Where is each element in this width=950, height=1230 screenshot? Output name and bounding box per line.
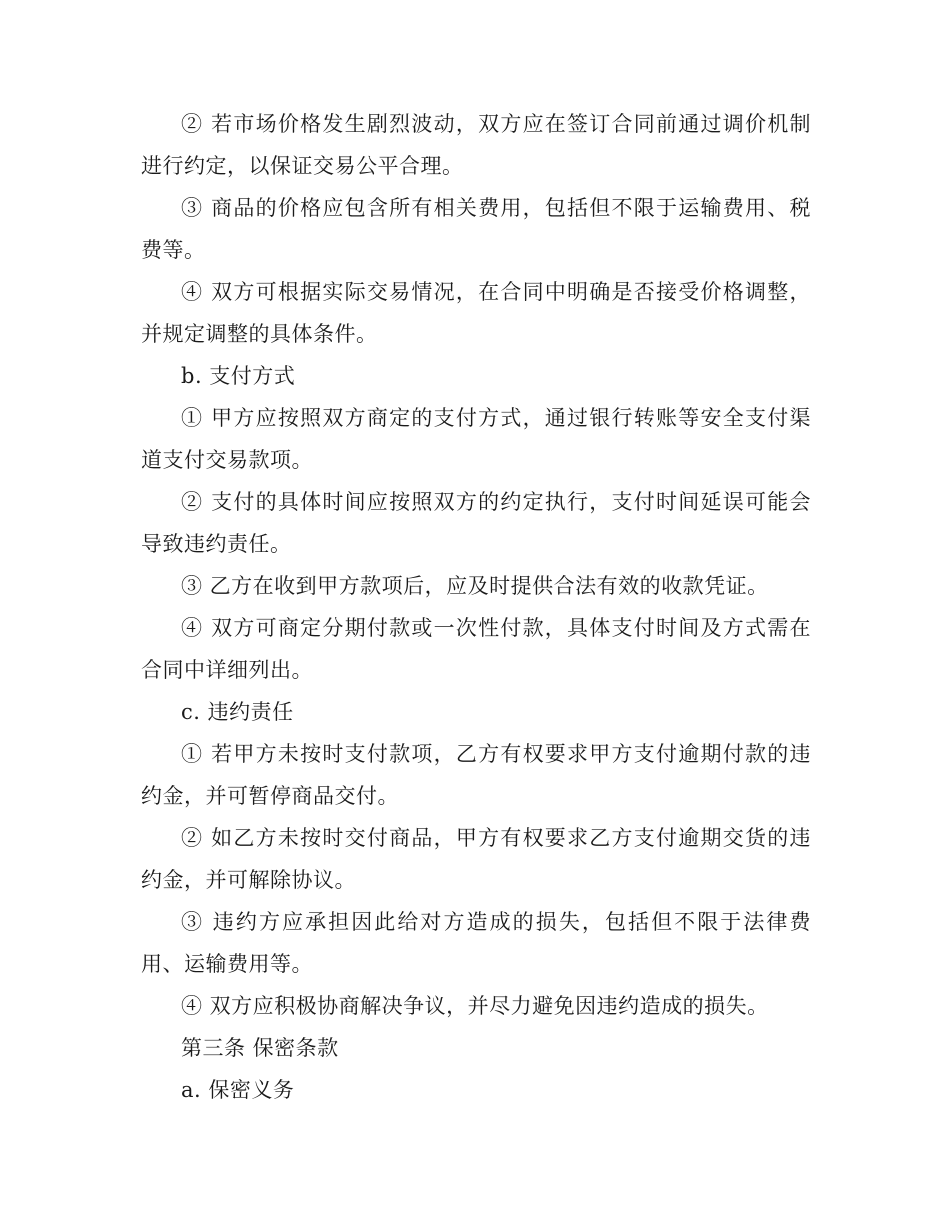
clause-breach-negotiation: ④ 双方应积极协商解决争议，并尽力避免因违约造成的损失。 xyxy=(181,994,769,1018)
clause-price-inclusive: ③ 商品的价格应包含所有相关费用，包括但不限于运输费用、税费等。 xyxy=(141,196,811,262)
clause-payment-method: ① 甲方应按照双方商定的支付方式，通过银行转账等安全支付渠道支付交易款项。 xyxy=(141,406,811,472)
clause-breach-losses: ③ 违约方应承担因此给对方造成的损失，包括但不限于法律费用、运输费用等。 xyxy=(141,910,811,976)
clause-payment-installments: ④ 双方可商定分期付款或一次性付款，具体支付时间及方式需在合同中详细列出。 xyxy=(141,616,811,682)
section-heading-confidentiality-duty: a. 保密义务 xyxy=(181,1078,295,1102)
clause-breach-seller: ② 如乙方未按时交付商品，甲方有权要求乙方支付逾期交货的违约金，并可解除协议。 xyxy=(141,826,811,892)
clause-breach-buyer: ① 若甲方未按时支付款项，乙方有权要求甲方支付逾期付款的违约金，并可暂停商品交付。 xyxy=(141,742,811,808)
article-heading-confidentiality: 第三条 保密条款 xyxy=(181,1036,339,1060)
document-body xyxy=(141,103,811,1111)
clause-payment-time: ② 支付的具体时间应按照双方的约定执行，支付时间延误可能会导致违约责任。 xyxy=(141,490,811,556)
section-heading-breach: c. 违约责任 xyxy=(181,700,294,724)
section-heading-payment: b. 支付方式 xyxy=(181,364,296,388)
clause-price-fluctuation: ② 若市场价格发生剧烈波动，双方应在签订合同前通过调价机制进行约定，以保证交易公平合理。 xyxy=(141,112,811,178)
clause-payment-receipt: ③ 乙方在收到甲方款项后，应及时提供合法有效的收款凭证。 xyxy=(181,574,769,598)
clause-price-adjustment: ④ 双方可根据实际交易情况，在合同中明确是否接受价格调整，并规定调整的具体条件。 xyxy=(141,280,811,346)
